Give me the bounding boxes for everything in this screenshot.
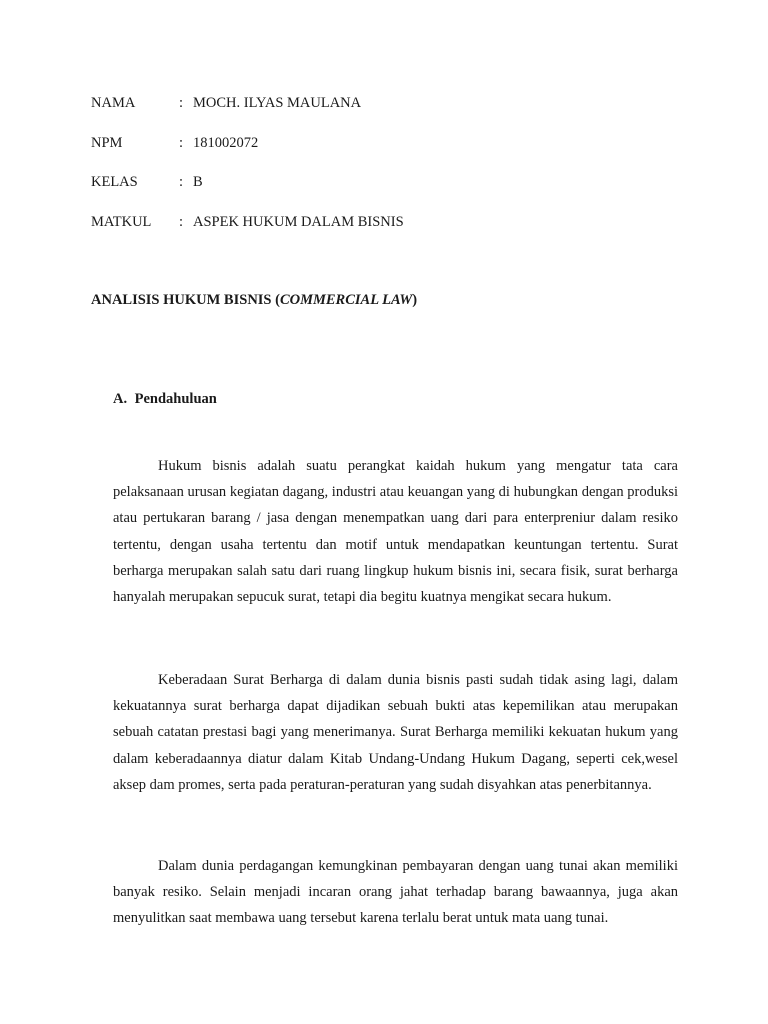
info-colon: :: [179, 95, 184, 111]
document-title: [91, 290, 417, 310]
info-colon: :: [179, 174, 184, 190]
paragraph: Keberadaan Surat Berharga di dalam dunia bisnis pasti sudah tidak asing lagi, dalam kekuatannya surat berharga dapat dijadikan sebuah bukti atas kepemilikan atau merupakan sebuah catatan prestasi bagi yang menerimanya. Surat Berharga memiliki kekuatan hukum yang dalam keberadaannya diatur dalam Kitab Undang-Undang Hukum Dagang, seperti cek,wesel aksep dam promes, serta pada peraturan-peraturan yang sudah disyahkan atas penerbitannya.: [113, 672, 678, 793]
info-value: 181002072: [193, 134, 259, 151]
title-main: ANALISIS HUKUM BISNIS (: [91, 292, 280, 308]
info-colon: :: [179, 213, 184, 230]
section-title: Pendahuluan: [134, 391, 217, 407]
info-row-matkul: [91, 212, 651, 252]
paragraph: Dalam dunia perdagangan kemungkinan pembayaran dengan uang tunai akan memiliki banyak resiko. Selain menjadi incaran orang jahat terhadap barang bawaannya, juga akan menyulitkan saat membawa uang tersebut karena terlalu berat untuk mata uang tunai.: [113, 858, 678, 927]
info-value: ASPEK HUKUM DALAM BISNIS: [193, 213, 404, 230]
info-value: B: [193, 174, 203, 190]
section-number: A.: [113, 391, 128, 407]
info-label: NPM: [91, 134, 123, 151]
info-colon: :: [179, 134, 184, 151]
info-row-npm: [91, 133, 651, 173]
info-row-kelas: [91, 172, 651, 212]
title-close: ): [412, 292, 418, 308]
info-label: KELAS: [91, 174, 138, 190]
paragraph: Hukum bisnis adalah suatu perangkat kaidah hukum yang mengatur tata cara pelaksanaan urusan kegiatan dagang, industri atau keuangan yang di hubungkan dengan produksi atau pertukaran barang / jasa dengan menempatkan uang dari para enterpreniur dalam resiko tertentu, dengan usaha tertentu dan motif untuk mendapatkan keuntungan tertentu. Surat berharga merupakan salah satu dari ruang lingkup hukum bisnis ini, secara fisik, surat berharga hanyalah merupakan sepucuk surat, tetapi dia begitu kuatnya mengikat secara hukum.: [113, 458, 678, 606]
info-row-nama: [91, 93, 651, 133]
info-value: MOCH. ILYAS MAULANA: [193, 95, 362, 111]
info-label: MATKUL: [91, 213, 152, 230]
section-heading: [113, 389, 217, 409]
info-label: NAMA: [91, 95, 136, 111]
title-italic: COMMERCIAL LAW: [279, 292, 413, 308]
student-info: [91, 93, 651, 251]
